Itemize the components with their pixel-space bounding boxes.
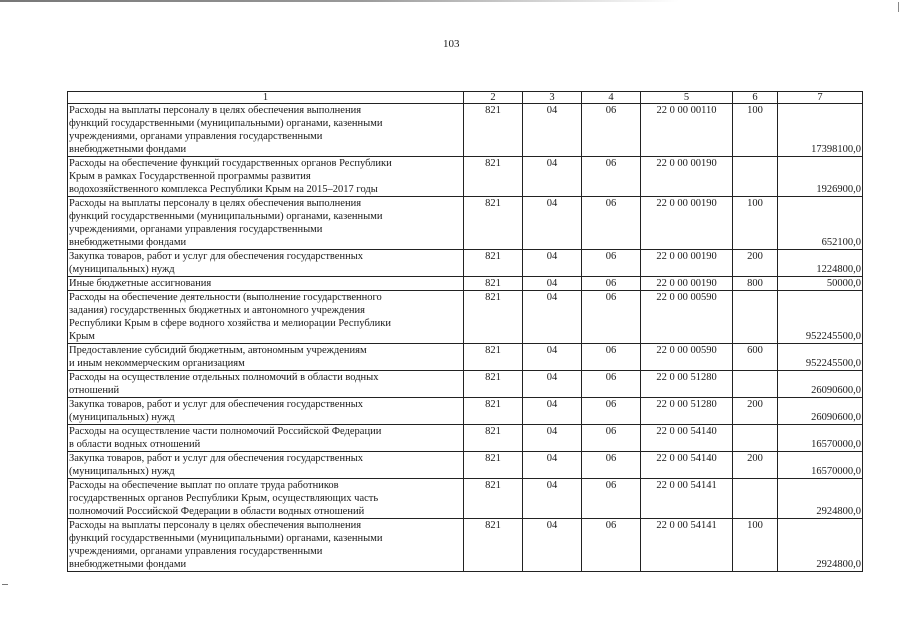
expense-type-code: 600	[733, 344, 778, 371]
subsection-code: 06	[582, 157, 641, 197]
section-code: 04	[523, 157, 582, 197]
expense-name	[68, 157, 464, 197]
subsection-code: 06	[582, 197, 641, 250]
expense-type-code: 200	[733, 398, 778, 425]
subsection-code: 06	[582, 291, 641, 344]
expense-name-line: Закупка товаров, работ и услуг для обеспечения государственных	[69, 251, 364, 262]
expense-type-code: 800	[733, 277, 778, 291]
target-article-code: 22 0 00 00590	[641, 291, 733, 344]
ministry-code: 821	[464, 250, 523, 277]
expense-type-code	[733, 291, 778, 344]
table-row	[68, 519, 863, 572]
target-article-code: 22 0 00 51280	[641, 371, 733, 398]
section-code: 04	[523, 452, 582, 479]
table-row	[68, 277, 863, 291]
subsection-code: 06	[582, 398, 641, 425]
section-code: 04	[523, 344, 582, 371]
target-article-code: 22 0 00 54141	[641, 519, 733, 572]
expense-type-code	[733, 425, 778, 452]
expense-name	[68, 291, 464, 344]
subsection-code: 06	[582, 519, 641, 572]
expense-name-line: Предоставление субсидий бюджетным, автономным учреждениям	[69, 345, 367, 356]
expense-name-line: государственных органов Республики Крым, осуществляющих часть	[69, 493, 379, 504]
column-number-2: 2	[464, 92, 523, 104]
table-row	[68, 157, 863, 197]
column-number-7: 7	[778, 92, 863, 104]
expense-type-code: 200	[733, 250, 778, 277]
amount: 1224800,0	[778, 250, 863, 277]
target-article-code: 22 0 00 00110	[641, 104, 733, 157]
target-article-code: 22 0 00 00190	[641, 197, 733, 250]
column-number-6: 6	[733, 92, 778, 104]
expense-type-code: 200	[733, 452, 778, 479]
budget-table	[67, 91, 863, 572]
expense-name-line: Расходы на обеспечение деятельности (выполнение государственного	[69, 292, 382, 303]
amount: 16570000,0	[778, 452, 863, 479]
expense-name	[68, 519, 464, 572]
amount: 2924800,0	[778, 519, 863, 572]
expense-type-code	[733, 479, 778, 519]
expense-name-line: в области водных отношений	[69, 439, 201, 450]
amount: 26090600,0	[778, 371, 863, 398]
expense-name	[68, 452, 464, 479]
subsection-code: 06	[582, 425, 641, 452]
subsection-code: 06	[582, 479, 641, 519]
table-row	[68, 291, 863, 344]
amount: 2924800,0	[778, 479, 863, 519]
ministry-code: 821	[464, 157, 523, 197]
expense-name-line: и иным некоммерческим организациям	[69, 358, 245, 369]
target-article-code: 22 0 00 51280	[641, 398, 733, 425]
column-number-4: 4	[582, 92, 641, 104]
ministry-code: 821	[464, 519, 523, 572]
expense-name-line: Крым в рамках Государственной программы развития	[69, 171, 311, 182]
budget-table-container	[67, 91, 862, 572]
amount: 952245500,0	[778, 291, 863, 344]
table-row	[68, 344, 863, 371]
section-code: 04	[523, 291, 582, 344]
target-article-code: 22 0 00 54141	[641, 479, 733, 519]
expense-type-code: 100	[733, 519, 778, 572]
target-article-code: 22 0 00 00190	[641, 277, 733, 291]
expense-name-line: Республики Крым в сфере водного хозяйства и мелиорации Республики	[69, 318, 391, 329]
expense-name-line: Расходы на выплаты персоналу в целях обеспечения выполнения	[69, 105, 362, 116]
expense-name	[68, 425, 464, 452]
table-row	[68, 104, 863, 157]
target-article-code: 22 0 00 54140	[641, 425, 733, 452]
expense-name-line: внебюджетными фондами	[69, 144, 187, 155]
expense-name	[68, 250, 464, 277]
expense-name-line: водохозяйственного комплекса Республики Крым на 2015–2017 годы	[69, 184, 378, 195]
subsection-code: 06	[582, 371, 641, 398]
ministry-code: 821	[464, 291, 523, 344]
target-article-code: 22 0 00 54140	[641, 452, 733, 479]
table-row	[68, 425, 863, 452]
subsection-code: 06	[582, 104, 641, 157]
expense-name-line: отношений	[69, 385, 120, 396]
section-code: 04	[523, 371, 582, 398]
page-number: 103	[443, 38, 460, 50]
target-article-code: 22 0 00 00190	[641, 250, 733, 277]
expense-name-line: функций государственными (муниципальными) органами, казенными	[69, 533, 383, 544]
section-code: 04	[523, 519, 582, 572]
expense-name-line: (муниципальных) нужд	[69, 466, 175, 477]
expense-name-line: Расходы на обеспечение функций государственных органов Республики	[69, 158, 392, 169]
expense-name-line: Закупка товаров, работ и услуг для обеспечения государственных	[69, 399, 364, 410]
expense-name-line: функций государственными (муниципальными) органами, казенными	[69, 118, 383, 129]
expense-name	[68, 197, 464, 250]
amount: 17398100,0	[778, 104, 863, 157]
expense-name-line: внебюджетными фондами	[69, 559, 187, 570]
expense-name	[68, 479, 464, 519]
target-article-code: 22 0 00 00190	[641, 157, 733, 197]
amount: 26090600,0	[778, 398, 863, 425]
expense-type-code	[733, 157, 778, 197]
section-code: 04	[523, 398, 582, 425]
ministry-code: 821	[464, 197, 523, 250]
ministry-code: 821	[464, 277, 523, 291]
expense-name-line: Расходы на осуществление части полномочий Российской Федерации	[69, 426, 382, 437]
table-row	[68, 398, 863, 425]
expense-name	[68, 104, 464, 157]
amount: 1926900,0	[778, 157, 863, 197]
expense-name-line: Расходы на осуществление отдельных полномочий в области водных	[69, 372, 379, 383]
table-header-row	[68, 92, 863, 104]
subsection-code: 06	[582, 344, 641, 371]
ministry-code: 821	[464, 425, 523, 452]
expense-name-line: Крым	[69, 331, 95, 342]
expense-name-line: Расходы на выплаты персоналу в целях обеспечения выполнения	[69, 520, 362, 531]
expense-name-line: учреждениями, органами управления государственными	[69, 131, 323, 142]
table-row	[68, 371, 863, 398]
section-code: 04	[523, 197, 582, 250]
expense-name-line: Закупка товаров, работ и услуг для обеспечения государственных	[69, 453, 364, 464]
expense-type-code: 100	[733, 104, 778, 157]
table-row	[68, 197, 863, 250]
ministry-code: 821	[464, 479, 523, 519]
amount: 952245500,0	[778, 344, 863, 371]
amount: 652100,0	[778, 197, 863, 250]
expense-type-code: 100	[733, 197, 778, 250]
expense-name	[68, 398, 464, 425]
column-number-3: 3	[523, 92, 582, 104]
expense-name	[68, 344, 464, 371]
table-row	[68, 479, 863, 519]
subsection-code: 06	[582, 250, 641, 277]
expense-name-line: Расходы на обеспечение выплат по оплате труда работников	[69, 480, 339, 491]
expense-name-line: Иные бюджетные ассигнования	[69, 278, 212, 289]
target-article-code: 22 0 00 00590	[641, 344, 733, 371]
ministry-code: 821	[464, 104, 523, 157]
scan-corner-mark	[898, 2, 899, 12]
column-number-1: 1	[68, 92, 464, 104]
subsection-code: 06	[582, 277, 641, 291]
expense-name-line: (муниципальных) нужд	[69, 412, 175, 423]
expense-name-line: полномочий Российской Федерации в области водных отношений	[69, 506, 365, 517]
section-code: 04	[523, 250, 582, 277]
scan-edge-line	[0, 0, 905, 2]
ministry-code: 821	[464, 371, 523, 398]
amount: 50000,0	[778, 277, 863, 291]
expense-name-line: задания) государственных бюджетных и автономного учреждения	[69, 305, 365, 316]
section-code: 04	[523, 104, 582, 157]
expense-name-line: внебюджетными фондами	[69, 237, 187, 248]
expense-name-line: функций государственными (муниципальными) органами, казенными	[69, 211, 383, 222]
ministry-code: 821	[464, 398, 523, 425]
table-row	[68, 250, 863, 277]
ministry-code: 821	[464, 344, 523, 371]
expense-name	[68, 371, 464, 398]
expense-name-line: Расходы на выплаты персоналу в целях обеспечения выполнения	[69, 198, 362, 209]
scan-speck	[2, 584, 8, 585]
expense-name	[68, 277, 464, 291]
expense-type-code	[733, 371, 778, 398]
amount: 16570000,0	[778, 425, 863, 452]
expense-name-line: учреждениями, органами управления государственными	[69, 224, 323, 235]
section-code: 04	[523, 479, 582, 519]
section-code: 04	[523, 277, 582, 291]
table-row	[68, 452, 863, 479]
ministry-code: 821	[464, 452, 523, 479]
expense-name-line: (муниципальных) нужд	[69, 264, 175, 275]
subsection-code: 06	[582, 452, 641, 479]
column-number-5: 5	[641, 92, 733, 104]
section-code: 04	[523, 425, 582, 452]
expense-name-line: учреждениями, органами управления государственными	[69, 546, 323, 557]
